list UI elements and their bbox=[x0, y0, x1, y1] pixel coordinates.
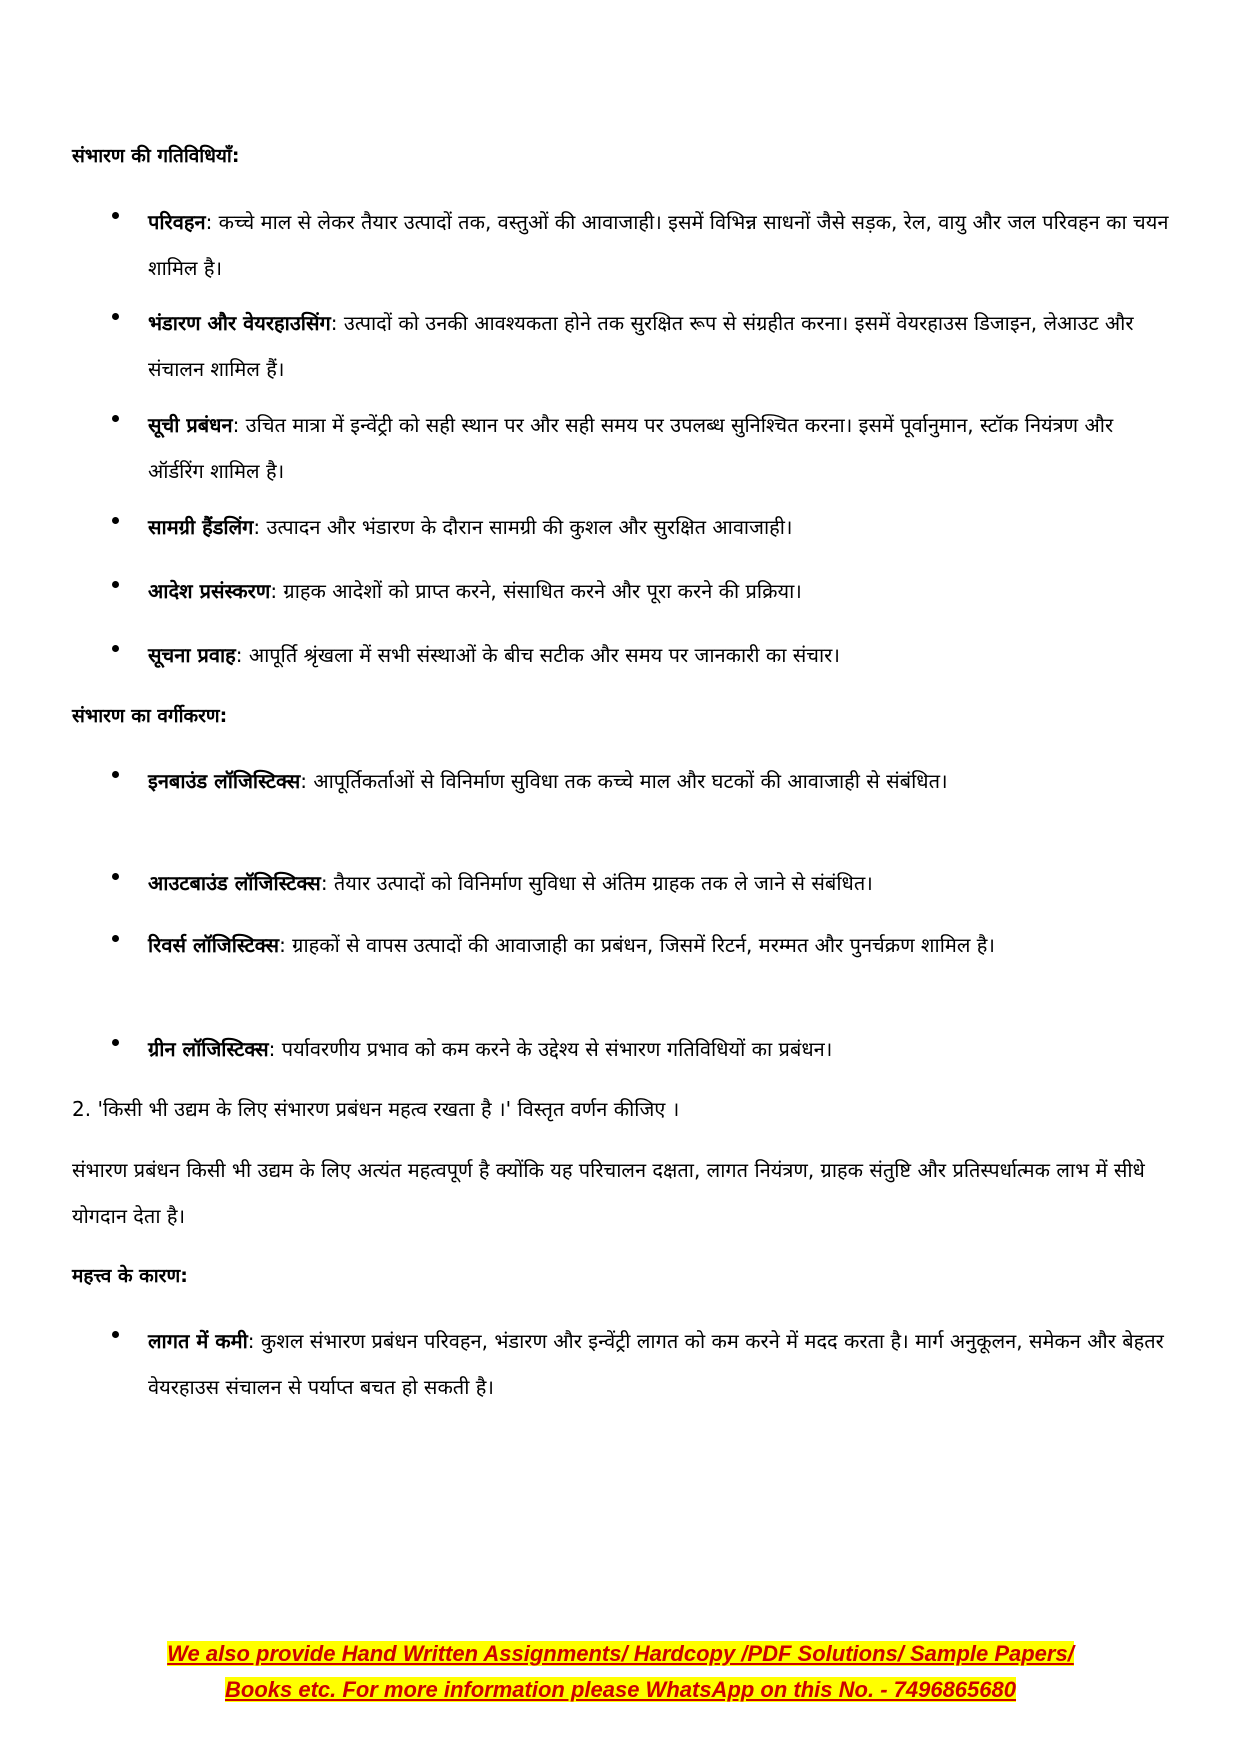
list-item-term: रिवर्स लॉजिस्टिक्स bbox=[148, 933, 280, 957]
list-item-text bbox=[148, 1026, 1172, 1072]
answer-intro: संभारण प्रबंधन किसी भी उद्यम के लिए अत्यंत महत्वपूर्ण है क्योंकि यह परिचालन दक्षता, लागत नियंत्रण, ग्राहक संतुष्टि और प्रतिस्पर्धात्मक लाभ में सीधे योगदान देता है। bbox=[72, 1158, 1145, 1228]
bullet-icon bbox=[112, 415, 119, 422]
bullet-icon bbox=[112, 873, 119, 880]
question-text: 2. 'किसी भी उद्यम के लिए संभारण प्रबंधन महत्व रखता है ।' विस्तृत वर्णन कीजिए । bbox=[72, 1097, 680, 1121]
list-item bbox=[112, 922, 1172, 968]
list-item-desc: : कुशल संभारण प्रबंधन परिवहन, भंडारण और इन्वेंट्री लागत को कम करने में मदद करता है। मार्ग अनुकूलन, समेकन और बेहतर वेयरहाउस संचालन से पर्याप्त बचत हो सकती है। bbox=[148, 1329, 1164, 1399]
list-item-text bbox=[148, 1318, 1172, 1410]
list-item-term: सूचना प्रवाह bbox=[148, 643, 236, 667]
footer-line-2: Books etc. For more information please WhatsApp on this No. - 7496865680 bbox=[225, 1677, 1016, 1702]
list-item-desc: : तैयार उत्पादों को विनिर्माण सुविधा से अंतिम ग्राहक तक ले जाने से संबंधित। bbox=[320, 871, 873, 895]
list-item-text bbox=[148, 504, 1172, 550]
list-item bbox=[112, 300, 1172, 392]
list-item bbox=[112, 1318, 1172, 1410]
list-item-desc: : उचित मात्रा में इन्वेंट्री को सही स्थान पर और सही समय पर उपलब्ध सुनिश्चित करना। इसमें पूर्वानुमान, स्टॉक नियंत्रण और ऑर्डरिंग शामिल है। bbox=[148, 413, 1114, 483]
bullet-icon bbox=[112, 517, 119, 524]
section-heading-classification: संभारण का वर्गीकरण: bbox=[72, 705, 228, 727]
list-item-term: भंडारण और वेयरहाउसिंग bbox=[148, 311, 331, 335]
list-item bbox=[112, 758, 1172, 804]
bullet-icon bbox=[112, 581, 119, 588]
list-item-text bbox=[148, 402, 1172, 494]
list-item-text bbox=[148, 860, 1172, 906]
list-item-desc: : उत्पादों को उनकी आवश्यकता होने तक सुरक्षित रूप से संग्रहीत करना। इसमें वेयरहाउस डिजाइन, लेआउट और संचालन शामिल हैं। bbox=[148, 311, 1134, 381]
list-item bbox=[112, 632, 1172, 678]
bullet-icon bbox=[112, 313, 119, 320]
bullet-icon bbox=[112, 1039, 119, 1046]
section-heading-activities: संभारण की गतिविधियाँ: bbox=[72, 145, 240, 167]
list-item-text bbox=[148, 199, 1172, 291]
bullet-icon bbox=[112, 771, 119, 778]
list-item bbox=[112, 1026, 1172, 1072]
list-item-desc: : ग्राहकों से वापस उत्पादों की आवाजाही का प्रबंधन, जिसमें रिटर्न, मरम्मत और पुनर्चक्रण शामिल है। bbox=[279, 933, 995, 957]
list-item-term: लागत में कमी bbox=[148, 1329, 248, 1353]
list-item-desc: : उत्पादन और भंडारण के दौरान सामग्री की कुशल और सुरक्षित आवाजाही। bbox=[253, 515, 793, 539]
bullet-icon bbox=[112, 645, 119, 652]
bullet-icon bbox=[112, 1331, 119, 1338]
bullet-icon bbox=[112, 212, 119, 219]
list-item bbox=[112, 504, 1172, 550]
list-item-term: सामग्री हैंडलिंग bbox=[148, 515, 254, 539]
list-item-desc: : कच्चे माल से लेकर तैयार उत्पादों तक, वस्तुओं की आवाजाही। इसमें विभिन्न साधनों जैसे सड़क, रेल, वायु और जल परिवहन का चयन शामिल है। bbox=[148, 210, 1169, 280]
list-item-term: आउटबाउंड लॉजिस्टिक्स bbox=[148, 871, 321, 895]
list-item-desc: : ग्राहक आदेशों को प्राप्त करने, संसाधित करने और पूरा करने की प्रक्रिया। bbox=[270, 579, 802, 603]
list-item-desc: : आपूर्ति श्रृंखला में सभी संस्थाओं के बीच सटीक और समय पर जानकारी का संचार। bbox=[235, 643, 840, 667]
list-item bbox=[112, 402, 1172, 494]
list-item bbox=[112, 568, 1172, 614]
list-item bbox=[112, 199, 1172, 291]
list-item bbox=[112, 860, 1172, 906]
footer-banner bbox=[0, 1636, 1241, 1708]
list-item-text bbox=[148, 300, 1172, 392]
bullet-icon bbox=[112, 935, 119, 942]
section-heading-importance: महत्त्व के कारण: bbox=[72, 1265, 188, 1287]
list-item-text bbox=[148, 632, 1172, 678]
list-item-term: ग्रीन लॉजिस्टिक्स bbox=[148, 1037, 269, 1061]
list-item-term: सूची प्रबंधन bbox=[148, 413, 233, 437]
list-item-desc: : आपूर्तिकर्ताओं से विनिर्माण सुविधा तक कच्चे माल और घटकों की आवाजाही से संबंधित। bbox=[300, 769, 948, 793]
list-item-desc: : पर्यावरणीय प्रभाव को कम करने के उद्देश्य से संभारण गतिविधियों का प्रबंधन। bbox=[268, 1037, 833, 1061]
list-item-text bbox=[148, 758, 1172, 804]
list-item-text bbox=[148, 922, 1172, 968]
list-item-term: परिवहन bbox=[148, 210, 206, 234]
list-item-text bbox=[148, 568, 1172, 614]
list-item-term: इनबाउंड लॉजिस्टिक्स bbox=[148, 769, 301, 793]
footer-line-1: We also provide Hand Written Assignments/ Hardcopy /PDF Solutions/ Sample Papers/ bbox=[167, 1641, 1074, 1666]
list-item-term: आदेश प्रसंस्करण bbox=[148, 579, 271, 603]
